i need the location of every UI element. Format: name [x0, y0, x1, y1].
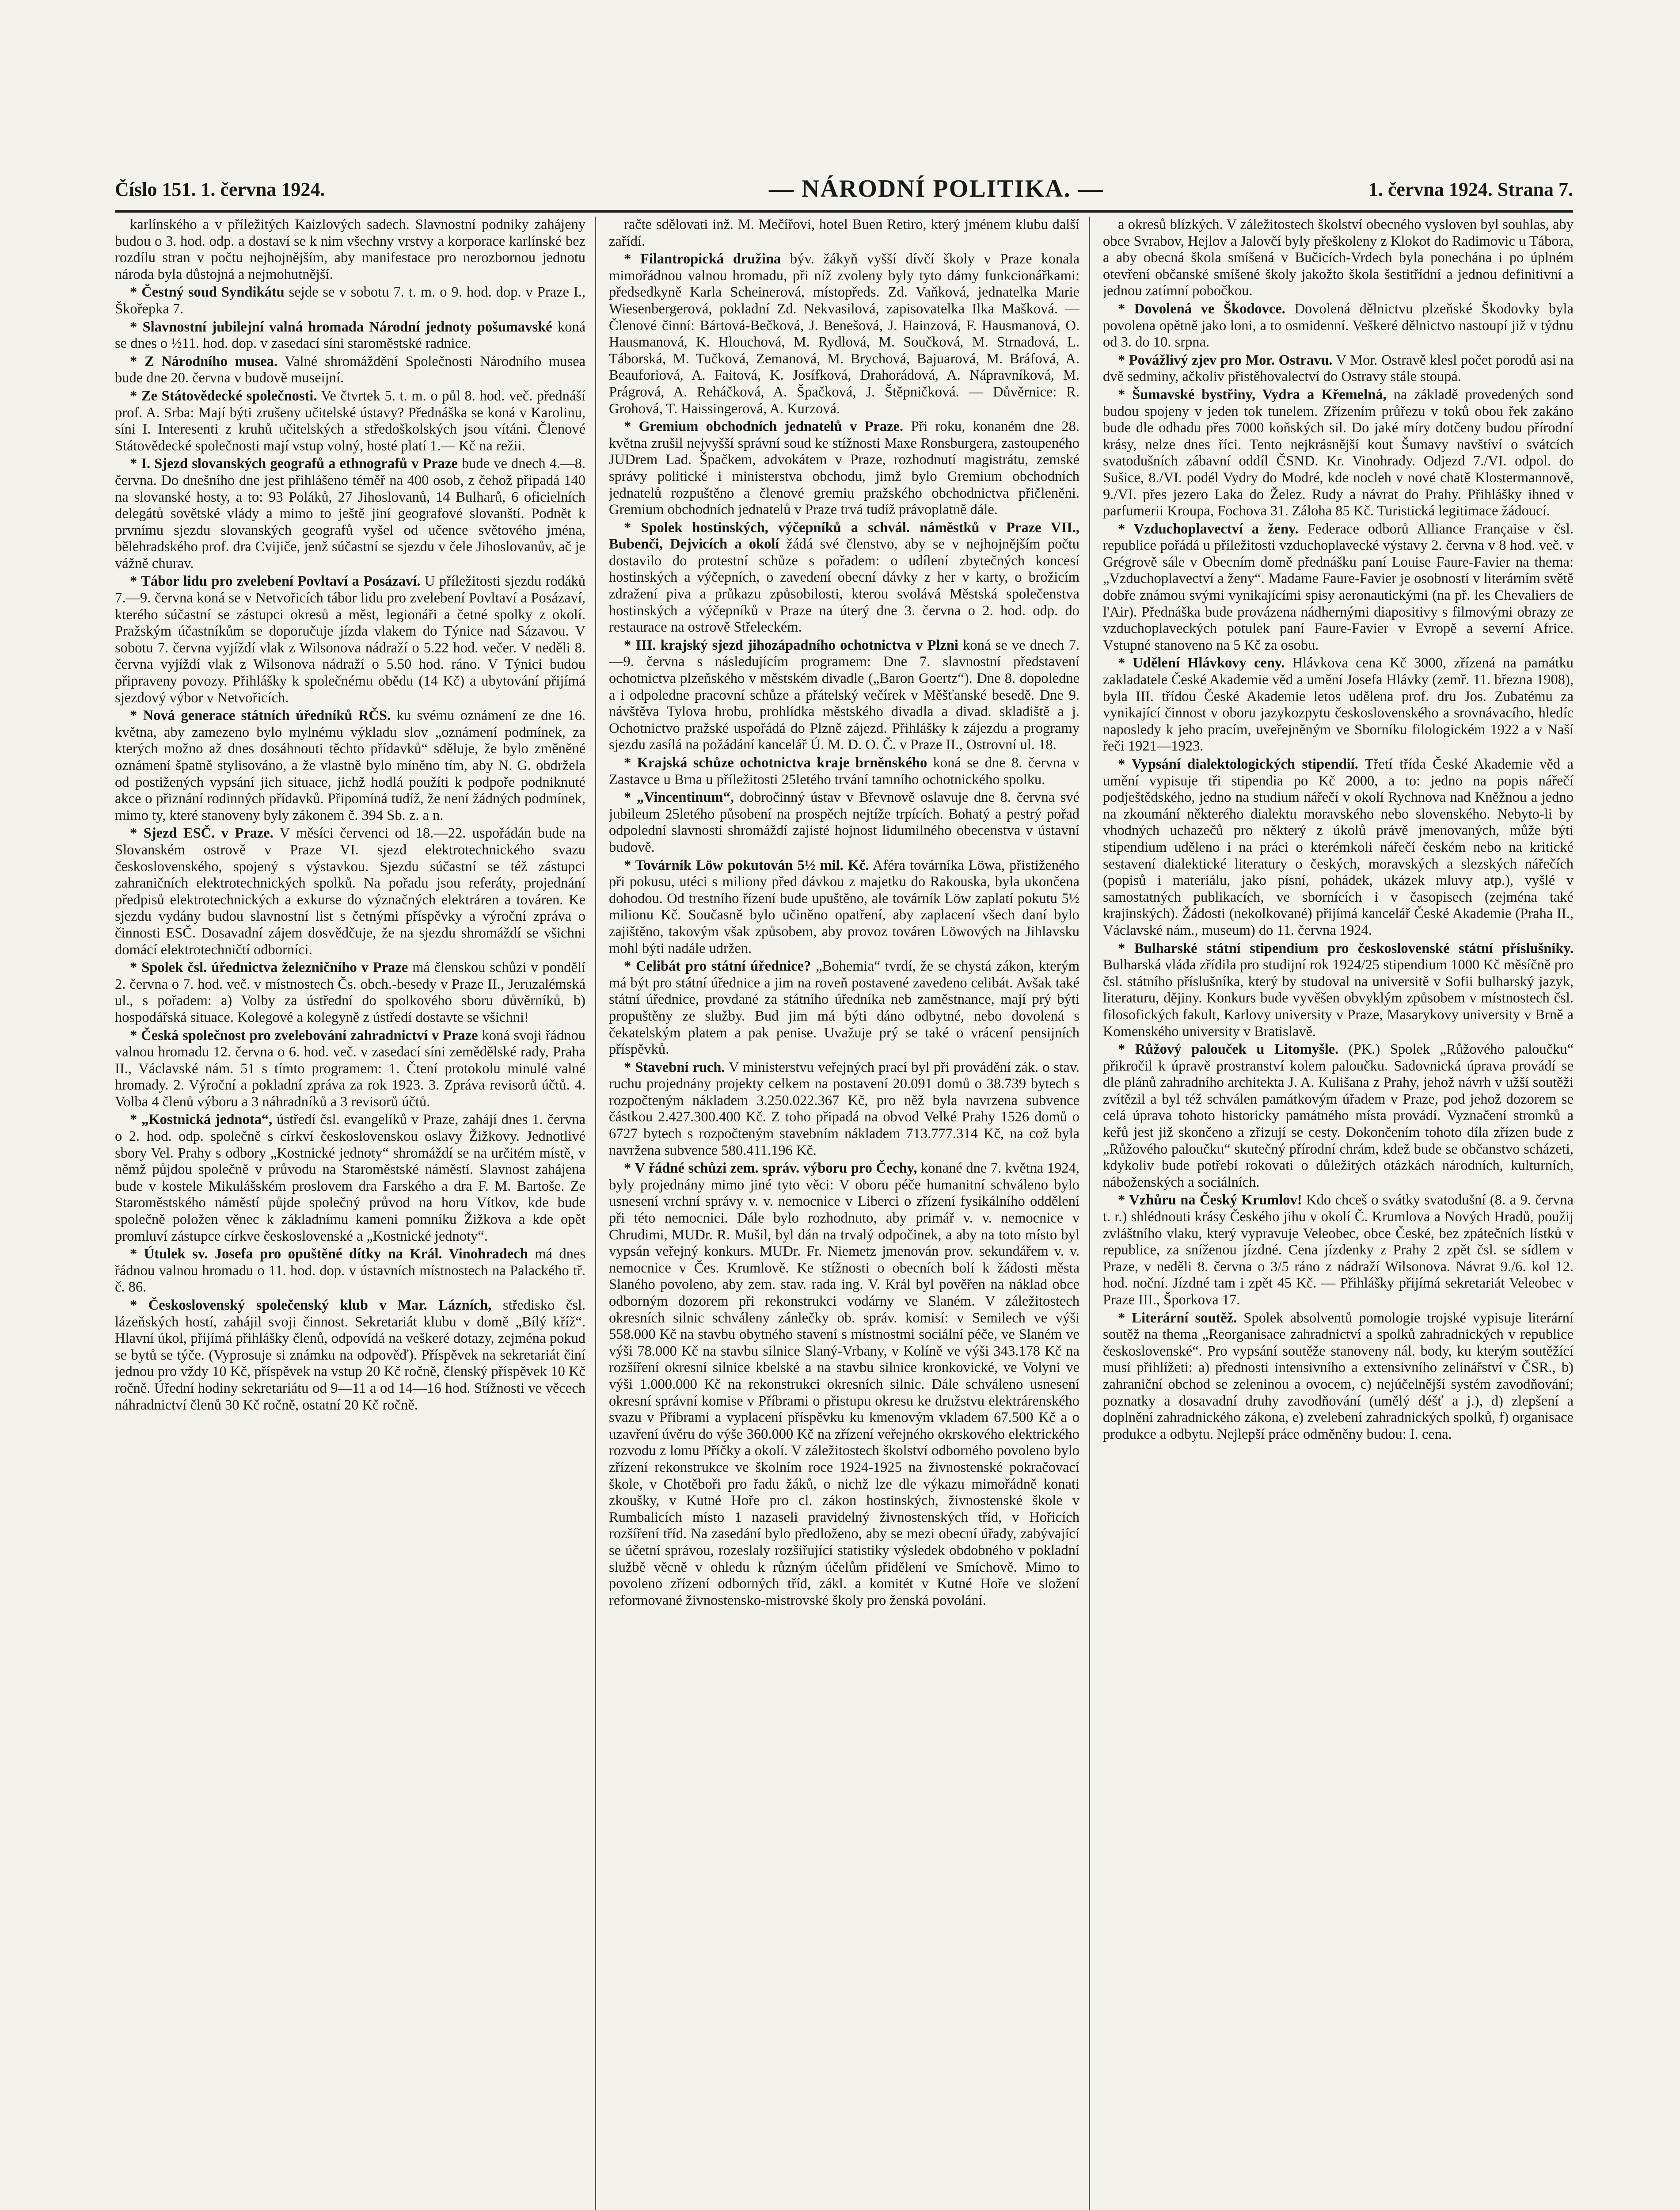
article-text: „Bohemia“ tvrdí, že se chystá zákon, kterým má být pro státní úřednice a jim na roveň postavené zavedeno celibát. Avšak také státní úřednice, provdané za státního úředníka neb zaměstnance, mají prý býti propuštěny ze služby. Bud jim má býti dáno odbytné, nebo dovolená s čekatelským platem a pak penise. Uvažuje prý se také o vrácení pensijních příspěvků. [609, 958, 1079, 1058]
page-number: 1. června 1924. Strana 7. [1368, 179, 1573, 200]
article-heading: * Vzhůru na Český Krumlov! [1118, 1192, 1302, 1208]
newspaper-title: — NÁRODNÍ POLITIKA. — [769, 175, 1104, 202]
article-heading: * Literární soutěž. [1118, 1310, 1237, 1326]
article-heading: * Povážlivý zjev pro Mor. Ostravu. [1118, 352, 1333, 368]
article-paragraph [1103, 521, 1574, 654]
article-paragraph [609, 1059, 1079, 1159]
header-rule [115, 210, 1573, 213]
article-paragraph [115, 1028, 585, 1111]
column-divider [1089, 217, 1090, 2210]
article-heading: * Celibát pro státní úřednice? [624, 958, 811, 975]
article-paragraph [609, 857, 1079, 957]
article-heading: * Ze Státovědecké společnosti. [130, 388, 317, 404]
article-heading: * Spolek hostinských, výčepníků a schvál. náměstků v Praze VII., Bubenči, Dejvicích a okolí [609, 519, 1079, 552]
article-text: Třetí třída České Akademie věd a umění vypisuje tři stipendia po Kč 2000, a to: jedno na popis nářečí podještědského, jedno na studium nářečí v okolí Rychnova nad Kněžnou a jedno na zkoumání některého dialektu moravského nebo slovenského. Nebyto-li by vhodných uchazečů pro některý z úkolů právě jmenovaných, může býti stipendium uděleno i na práci o kterémkoli nářečí českém nebo na kritické sestavení dialektické literatury o českých, moravských a slezských nářečích (popisů i materiálu, jako písní, pohádek, ukázek mluvy atp.), vyšlé v samostatných publikacích, ve sbornících i v časopisech (zejména také krajinských). Žádosti (nekolkované) přijímá kancelář České Akademie (Praha II., Václavské nám., museum) do 11. června 1924. [1103, 756, 1574, 938]
article-paragraph [115, 456, 585, 572]
article-text: býv. žákyň vyšší dívčí školy v Praze konala mimořádnou valnou hromadu, při níž zvoleny byly tyto dámy funkcionářkami: předsedkyně Karla Scheinerová, místopředs. Zd. Vaňková, jednatelka Marie Wiesenbergerová, pokladní Zd. Nekvasilová, zapisovatelka Ilka Mašková. — Členové činní: Bártová-Bečková, J. Benešová, J. Hainzová, F. Hausmanová, O. Hausmanová, K. Hlouchová, M. Rydlová, M. Součková, M. Strnadová, L. Táborská, M. Tučková, Zemanová, M. Brychová, Bajuarová, M. Bráfová, A. Beauforiová, A. Faitová, K. Josífková, Drahorádová, A. Nápravníková, M. Prágrová, A. Reháčková, A. Špačková, J. Štěpničková. — Důvěrnice: R. Grohová, T. Haissingerová, A. Kurzová. [609, 251, 1079, 417]
article-heading: * Spolek čsl. úřednictva železničního v Praze [130, 960, 408, 976]
article-text: Ve čtvrtek 5. t. m. o půl 8. hod. več. přednáší prof. A. Srba: Mají býti zrušeny učitelské ústavy? Přednáška se koná v Karolinu, síni I. Interesenti z kruhů učitelských a středoškolských jsou vítáni. Členové Státovědecké společnosti mají vstup volný, hosté platí 1.— Kč na režii. [115, 388, 585, 454]
column-3 [1103, 217, 1574, 2210]
article-paragraph [115, 960, 585, 1026]
article-text: koná se ve dnech 7.—9. června s následujícím programem: Dne 7. slavnostní představení ochotnictva plzeňského v městském divadle („Baron Goertz“). Dne 8. dopoledne a i odpoledne pracovní schůze a přátelský večírek v Měšťanské besedě. Dne 9. návštěva Tylova hrobu, prohlídka městského divadla a divad. skladiště a j. Ochotnictvo pražské uspořádá do Plzně zájezd. Přihlášky k zájezdu a programy sjezdu zasílá na požádání kancelář Ú. M. D. O. Č. v Praze II., Ostrovní ul. 18. [609, 637, 1079, 753]
article-paragraph [609, 637, 1079, 754]
article-paragraph [609, 755, 1079, 788]
article-paragraph [609, 1160, 1079, 1609]
article-text: koná se dne 8. června v Zastavce u Brna u příležitosti 25letého trvání tamního ochotnického spolku. [609, 755, 1079, 788]
article-paragraph [1103, 941, 1574, 1040]
column-divider [595, 217, 596, 2210]
article-paragraph [1103, 756, 1574, 939]
article-text: bude ve dnech 4.—8. června. Do dnešního dne jest přihlášeno téměř na 400 osob, z čehož připadá 140 na slovanské hosty, a to: 93 Poláků, 27 Jihoslovanů, 14 Bulharů, 6 oficielních delegátů sovětské vlády a mimo to ještě jiní geografové slovanští. Podnět k prvnímu sjezdu slovanských geografů vyšel od učence světového jména, bělehradského prof. dra Cvijiče, jenž súčastní se sjezdu v čele Jihoslovanův, ač je vážně churav. [115, 456, 585, 572]
article-text: středisko čsl. lázeňských hostí, zahájil svoji činnost. Sekretariát klubu v domě „Bílý kříž“. Hlavní úkol, přijímá přihlášky členů, odpovídá na veškeré dotazy, zejména pokud se bytů se týče. (Vyprosuje si známku na odpověď). Příspěvek na sekretariát činí jednou pro vždy 10 Kč, příspěvek na vstup 20 Kč ročně, členský příspěvek 10 Kč ročně. Úřední hodiny sekretariátu od 9—11 a od 14—16 hod. Stížnosti ve věcech náhradnictví členů 30 Kč ročně, ostatní 20 Kč ročně. [115, 1297, 585, 1413]
article-heading: * III. krajský sjezd jihozápadního ochotnictva v Plzni [624, 637, 958, 653]
article-paragraph [115, 284, 585, 317]
article-text: žádá své členstvo, aby se v nejhojnějším počtu dostavilo do protestní schůze s pořadem: o udílení zbytečných koncesí hostinských a výčepních, o zavedení obecní dávky z her v karty, o brožicím zdražení piva a průkazu způsobilosti, kterou svolává Městská společenstva hostinských a výčepníků v Praze na úterý dne 3. června o 2. hod. odp. do restaurace na ostrově Střeleckém. [609, 536, 1079, 636]
article-paragraph [1103, 1192, 1574, 1308]
article-heading: * Slavnostní jubilejní valná hromada Národní jednoty pošumavské [130, 319, 552, 335]
article-heading: * Československý společenský klub v Mar. Lázních, [130, 1297, 492, 1313]
article-paragraph [1103, 387, 1574, 520]
article-text: karlínského a v příležitých Kaizlových sadech. Slavnostní podniky zahájeny budou o 3. hod. odp. a dostaví se k nim všechny vrstvy a korporace karlínské bez rozdílu stran v počtu nejhojnějším, aby manifestace pro nerozbornou jednotu národa byla důstojná a nejmohutnější. [115, 217, 585, 282]
article-paragraph [115, 1297, 585, 1414]
article-paragraph [1103, 352, 1574, 385]
article-text: Kdo chceš o svátky svatodušní (8. a 9. června t. r.) shlédnouti krásy Českého jihu v okolí Č. Krumlova a Nových Hradů, použij zvláštního vlaku, který vypravuje Veleobec, obce České, bez zpátečních lístků v republice, za sníženou jízdné. Cena jízdenky z Prahy 2 zpět čsl. se sídlem v Praze, v neděli 8. června o 3/5 ráno z nádraží Wilsonova. Návrat 9./6. kol 12. hod. noční. Jízdné tam i zpět 45 Kč. — Přihlášky přijímá sekretariát Veleobec v Praze III., Šporkova 17. [1103, 1192, 1574, 1308]
article-heading: * Krajská schůze ochotnictva kraje brněnského [624, 755, 927, 771]
article-heading: * Česká společnost pro zvelebování zahradnictví v Praze [130, 1027, 478, 1044]
article-heading: * Šumavské bystřiny, Vydra a Křemelná, [1118, 386, 1387, 403]
article-heading: * Stavební ruch. [624, 1059, 725, 1075]
article-text: V měsíci červenci od 18.—22. uspořádán bude na Slovanském ostrově v Praze VI. sjezd elektrotechnického svazu československého, spojený s výstavkou. Sjezdu súčastní se též zástupci zahraničních elektrotechnických spolků. Na pořadu jsou referáty, projednání předpisů elektrotechnických a exkurse do význačných elektráren a továren. Ke sjezdu vydány budou slavnostní list s četnými příspěvky a výroční zpráva o činnosti ESČ. Dosavadní zájem dosvědčuje, že na sjezdu shromáždí se všichni domácí elektrotechničtí odborníci. [115, 825, 585, 958]
page-header [115, 175, 1573, 210]
article-heading: * „Kostnická jednota“, [130, 1112, 273, 1128]
article-heading: * I. Sjezd slovanských geografů a ethnografů v Praze [130, 456, 458, 472]
article-text: Hlávkova cena Kč 3000, zřízená na památku zakladatele České Akademie věd a umění Josefa Hlávky (zemř. 11. března 1908), byla III. třídou České Akademie letos udělena prof. dru Jos. Zubatému za vynikající činnost v oboru jazykozpytu československého a srovnávacího, hledíc naposledy k jeho pracím, uveřejněným ve Sborníku filologickém 1922 a v Naší řeči 1921—1923. [1103, 655, 1574, 754]
article-heading: * Vypsání dialektologických stipendií. [1118, 756, 1358, 772]
article-text: a okresů blízkých. V záležitostech školství obecného vysloven byl souhlas, aby obce Svrabov, Hejlov a Jalovčí byly přeškoleny z Klokot do Radimovic u Tábora, a aby obecná škola smíšená v Bučicích-Vrdech byla ponechána i po úplném otevření občanské smíšené školy jakožto škola šestitřídní a jednou definitivní a jednou zatímní pobočkou. [1103, 217, 1574, 299]
article-text: (PK.) Spolek „Růžového paloučku“ přikročil k úpravě prostranství kolem paloučku. Sadovnická úprava provádí se dle plánů zahradního architekta J. A. Kulišana z Prahy, jehož návrh v užší soutěži zvítězil a byl též schválen památkovým úřadem v Praze, pod jehož dozorem se celá úprava tohoto historicky památného místa provádí. Vyznačení stromků a keřů jest již skončeno a zřizují se cesty. Dokončením tohoto díla zřízen bude z „Růžového paloučku“ skutečný přírodní chrám, kdež bude se občanstvo scházeti, kdykoliv bude potřebí rokovati o důležitých otázkách národních, kulturních, náboženských a sociálních. [1103, 1041, 1574, 1190]
article-paragraph [1103, 1310, 1574, 1443]
article-text: Dovolená dělnictvu plzeňské Škodovky byla povolena opětně jako loni, a to osmidenní. Veškeré dělnictvo nastoupí již v týdnu od 3. do 10. srpna. [1103, 301, 1574, 351]
article-text: koná se dnes o ½11. hod. dop. v zasedací síni staroměstské radnice. [115, 319, 585, 352]
article-text: má dnes řádnou valnou hromadu o 11. hod. dop. v ústavních místnostech na Palackého tř. č. 86. [115, 1246, 585, 1296]
article-text: V ministerstvu veřejných prací byl při provádění zák. o stav. ruchu projednány projekty celkem na postavení 20.091 domů o 38.739 bytech s rozpočteným nákladem 3.250.022.367 Kč, pro něž byla navrzena subvence částkou 2.427.300.400 Kč. Z toho připadá na obvod Velké Prahy 1526 domů o 6727 bytech s rozpočteným stavebním nákladem 713.777.314 Kč, na což byla navržena subvence 580.411.196 Kč. [609, 1059, 1079, 1158]
article-text: U příležitosti sjezdu rodáků 7.—9. června koná se v Netvořicích tábor lidu pro zvelebení Povltaví a Posázaví, kterého súčastní se zástupci okresů a měst, legionáři a četné spolky z okolí. Pražským účastníkům se doporučuje jízda vlakem do Týnice nad Sázavou. V sobotu 7. června vyjíždí vlak z Wilsonova nádraží o 5.22 hod. večer. V neděli 8. června vyjíždí vlak z Wilsonova nádraží o 5.50 hod. ráno. V Týnici budou připraveny povozy. Přihlášky k společnému obědu (14 Kč) a ubytování přijímá sjezdový výbor v Netvořicích. [115, 573, 585, 706]
article-paragraph [1103, 1041, 1574, 1191]
article-paragraph [609, 789, 1079, 856]
article-paragraph [1103, 655, 1574, 755]
article-paragraph [609, 217, 1079, 250]
article-heading: * Filantropická družina [624, 251, 781, 267]
article-paragraph [115, 319, 585, 352]
article-heading: * Dovolená ve Škodovce. [1118, 301, 1285, 317]
column-1 [115, 217, 585, 2210]
article-paragraph [609, 520, 1079, 636]
article-text: ku svému oznámení ze dne 16. května, aby zamezeno bylo mylnému výkladu slov „oznámení podmínek, za kterých možno až dnes dosáhnouti těchto přídavků“ sděluje, že bylo změněné oznámení špatně stylisováno, a že vlastně bylo míněno tím, aby N. G. obdržela od postižených vypsání jich situace, jichž hodlá použíti k podpoře podniknuté akce o přiznání rodinných přídavků. Připomíná tudíž, že není žádných podmínek, mimo ty, které stanoveny byly zákonem č. 394 Sb. z. a n. [115, 708, 585, 823]
article-heading: * „Vincentinum“, [624, 789, 734, 806]
article-paragraph [115, 573, 585, 706]
article-paragraph [115, 388, 585, 454]
article-heading: * Gremium obchodních jednatelů v Praze. [624, 419, 904, 435]
article-text: na základě provedených sond budou spojeny v jeden tok tunelem. Zřízením průřezu v toků obou řek zakáno bude dle odhadu přes 7000 koňských sil. Do jaké míry dotčeny budou přírodní krásy, nelze dnes říci. Tento nejkrásnější kout Šumavy navštíví o svátcích svatodušních zábavní oddíl ČSND. Kr. Vinohrady. Odjezd 7./VI. odpol. do Sušice, 8./VI. podél Vydry do Modré, kde nocleh v nové chatě Klostermannově, 9./VI. přes jezero Laka do Želez. Rudy a návrat do Prahy. Přihlášky ihned v parfumerii Kroupa, Fochova 31. Záloha 85 Kč. Turistická legitimace žádoucí. [1103, 386, 1574, 519]
article-heading: * Bulharské státní stipendium pro československé státní příslušníky. [1118, 940, 1574, 956]
article-paragraph [1103, 217, 1574, 300]
article-text: V Mor. Ostravě klesl počet porodů asi na dvě sedminy, ačkoliv přistěhovalectví do Ostravy stále stoupá. [1103, 352, 1574, 385]
article-text: konané dne 7. května 1924, byly projednány mimo jiné tyto věci: V oboru péče humanitní schváleno bylo usnesení vrchní správy v. v. nemocnice v Liberci o zřízení fysikálního oddělení při této nemocnici. Dále bylo rozhodnuto, aby primář v. v. nemocnice v Chrudimi, MUDr. R. Mušil, byl dán na trvalý odpočinek, a aby na toto místo byl vypsán veřejný konkurs. MUDr. Fr. Niemetz jmenován prov. sekundářem v. v. nemocnice v Čes. Krumlově. Ke stížnosti o obecních bolí k žádosti města Slaného povoleno, aby zem. stav. rada ing. V. Král byl pověřen na náklad obce odborným dozorem při rekonstrukci vodárny ve Slaném. V záležitostech okresních silnic schváleny zánlečky ob. správ. komisí: v Semilech ve výši 558.000 Kč na stavbu obytného stavení s místnostmi sociální péče, ve Slaném ve výši 78.000 Kč na stavbu silnice Slaný-Vrbany, v Kolíně ve výši 343.178 Kč na rozšíření okresní silnice kbelské a na stavbu silnice kronkovické, ve Volyni ve výši 1.000.000 Kč na rekonstrukci okresních silnic. Dále schváleno usnesení okresní správní komise v Příbrami o přistupu okresu ke družstvu elektrárenského svazu v Příbrami a vyplacení příspěvku ku kmenovým vkladem 67.500 Kč a o uzavření úvěru do výše 360.000 Kč na zřízení veřejného okrskového elektrického rozvodu z lomu Příčky a okolí. V záležitostech školství odborného povoleno bylo zřízení rekonstrukce ve školním roce 1924-1925 na živnostenské pokračovací škole, v Chotěboři pro řadu žáků, o nichž lze dle výkazu mimořádně konati zkoušky, v Kutné Hoře pro cl. zákon hostinských, živnostenské škole v Rumbalicích místo 1 nazaseli pravidelný živnostenských tříd, v Hořicích rozšíření tříd. Na zasedání bylo předloženo, aby se mezi obecní úřady, zabývající se účetní správou, rozeslaly rozšiřující statistiky výsledek obdobného v pokladní službě věcně v ohledu k různým účelům přidělení ve Smíchově. Mimo to povoleno zřízení odborných tříd, zákl. a komitét v Kutné Hoře ve složení reformované živnostensko-mistrovské školy pro ženská povolání. [609, 1160, 1079, 1608]
article-paragraph [609, 419, 1079, 518]
article-text: Bulharská vláda zřídila pro studijní rok 1924/25 stipendium 1000 Kč měsíčně pro čsl. státního příslušníka, který by studoval na universitě v Sofii bulharský jazyk, literaturu, dějiny. Konkurs bude vyvěšen obvyklým způsobem v místnostech čsl. filosofických fakult, Karlovy university v Praze, Masarykovy university v Brně a Komenského university v Bratislavě. [1103, 957, 1574, 1040]
article-heading: * Sjezd ESČ. v Praze. [130, 825, 274, 842]
article-heading: * Z Národního musea. [130, 353, 278, 370]
article-paragraph [115, 1246, 585, 1296]
article-paragraph [115, 708, 585, 824]
article-paragraph [609, 958, 1079, 1058]
article-heading: * V řádné schůzi zem. správ. výboru pro Čechy, [624, 1160, 917, 1177]
column-2 [609, 217, 1079, 2210]
article-text: Valné shromáždění Společnosti Národního musea bude dne 20. června v budově museijní. [115, 353, 585, 386]
article-text: dobročinný ústav v Břevnově oslavuje dne 8. června své jubileum 25letého působení na prospěch nejtíže trpících. Bohatý a pestrý pořad odpolední slavnosti shromáždí zajisté hojnost lidumilného obecenstva v ústavní budově. [609, 789, 1079, 855]
article-heading: * Nová generace státních úředníků RČS. [130, 708, 391, 724]
article-paragraph [115, 1112, 585, 1245]
article-paragraph [115, 354, 585, 387]
article-heading: * Růžový palouček u Litomyšle. [1118, 1041, 1339, 1058]
article-text: Spolek absolventů pomologie trojské vypisuje literární soutěž na thema „Reorganisace zahradnictví a spolků zahradnických v republice československé“. Pro vypsání soutěže stanoveny nál. body, ku kterým soutěžící musí přihlížeti: a) přednosti intensivního a extensivního zelinářství v ČSR., b) zahraniční obchod se zeleninou a ovocem, c) nejúčelnější systém zavodňování; poznatky a dosavadní druhy zavodňování (umělý déšť a j.), d) zlepšení a doplnění zahradnického zákona, e) zvelebení zahradnických spolků, f) organisace produkce a odbytu. Nejlepší práce odměněny budou: I. cena. [1103, 1310, 1574, 1442]
article-text: má členskou schůzi v pondělí 2. června o 7. hod. več. v místnostech Čs. obch.-besedy v Praze II., Jeruzalémská ul., s pořadem: a) Volby za ústřední do spolkového sboru důvěrníků, b) hospodářská situace. Kolegové a kolegyně z ústředí dostavte se všichni! [115, 960, 585, 1025]
article-heading: * Čestný soud Syndikátu [130, 284, 285, 301]
article-text: ústředí čsl. evangelíků v Praze, zahájí dnes 1. června o 2. hod. odp. společně s církví československou oslavy Žižkovy. Jednotlivé sbory Vel. Prahy s odbory „Kostnické jednoty“ shromáždí se na určitém místě, v němž půjdou společně v průvodu na Staroměstské náměstí. Slavnost zahájena bude v kostele Mikulášském proslovem dra Farského a dra F. M. Bartoše. Ze Staroměstského náměstí půjde společný průvod na horu Vítkov, kde bude společně položen věnec k základnímu kameni pomníku Žižkova a kde opět promluví zástupce církve československé a „Kostnické jednoty“. [115, 1112, 585, 1244]
article-text: Federace odborů Alliance Française v čsl. republice pořádá u příležitosti vzduchoplavecké výstavy 2. června v 8 hod. več. v Grégrově sále v Obecním domě přednášku paní Louise Faure-Favier na thema: „Vzduchoplavectví a ženy“. Madame Faure-Favier je osobností v literárním světě dobře známou svými vynikajícími spisy aeronautickými (na př. les Chevaliers de l'Air). Přednáška bude provázena nádhernými diapositivy s filmovými obrazy ze vzduchoplaveckých potulek paní Faure-Favier v Evropě a severní Africe. Vstupné stanoveno na 5 Kč za osobu. [1103, 521, 1574, 653]
article-text: Aféra továrníka Löwa, přistiženého při pokusu, utéci s miliony před dávkou z majetku do Rakouska, byla ukončena dohodou. Od trestního řízení bude upuštěno, ale továrník Löw zaplatí pokutu 5½ milionu Kč. Současně bylo učiněno opatření, aby zaplacení všech daní bylo zajištěno, takovým však způsobem, aby provoz továren Löwových na Jihlavsku mohl býti nadále udržen. [609, 857, 1079, 956]
article-paragraph [115, 217, 585, 283]
article-heading: * Udělení Hlávkovy ceny. [1118, 655, 1285, 671]
issue-date: Číslo 151. 1. června 1924. [115, 179, 325, 200]
article-text: račte sdělovati inž. M. Mečířovi, hotel Buen Retiro, který jménem klubu další zařídí. [609, 217, 1079, 249]
article-paragraph [609, 251, 1079, 417]
article-paragraph [1103, 301, 1574, 351]
article-heading: * Tábor lidu pro zvelebení Povltaví a Posázaví. [130, 573, 421, 590]
article-paragraph [115, 825, 585, 958]
article-text: sejde se v sobotu 7. t. m. o 9. hod. dop. v Praze I., Škořepka 7. [115, 284, 585, 317]
article-text: Při roku, konaném dne 28. května zrušil nejvyšší správní soud ke stížnosti Maxe Ronsburgera, zastoupeného JUDrem Lad. Špačkem, advokátem v Praze, rozhodnutí magistrátu, zemské správy politické i ministerstva obchodu, jimž bylo Gremium obchodních jednatelů rozpuštěno a členové gremiu pražského obchodnictva přičleněni. Gremium obchodních jednatelů v Praze trvá tudíž právoplatně dále. [609, 419, 1079, 518]
article-heading: * Továrník Löw pokutován 5½ mil. Kč. [624, 857, 869, 873]
article-text: koná svoji řádnou valnou hromadu 12. června o 6. hod. več. v zasedací síni zemědělské rady, Praha II., Václavské nám. 51 s tímto programem: 1. Čtení protokolu minulé valné hromady. 2. Výroční a pokladní zpráva za rok 1923. 3. Zpráva revisorů účtů. 4. Volba 4 členů výboru a 3 náhradníků a 3 revisorů účtů. [115, 1027, 585, 1110]
article-heading: * Vzduchoplavectví a ženy. [1118, 521, 1299, 537]
article-heading: * Útulek sv. Josefa pro opuštěné dítky na Král. Vinohradech [130, 1246, 528, 1262]
